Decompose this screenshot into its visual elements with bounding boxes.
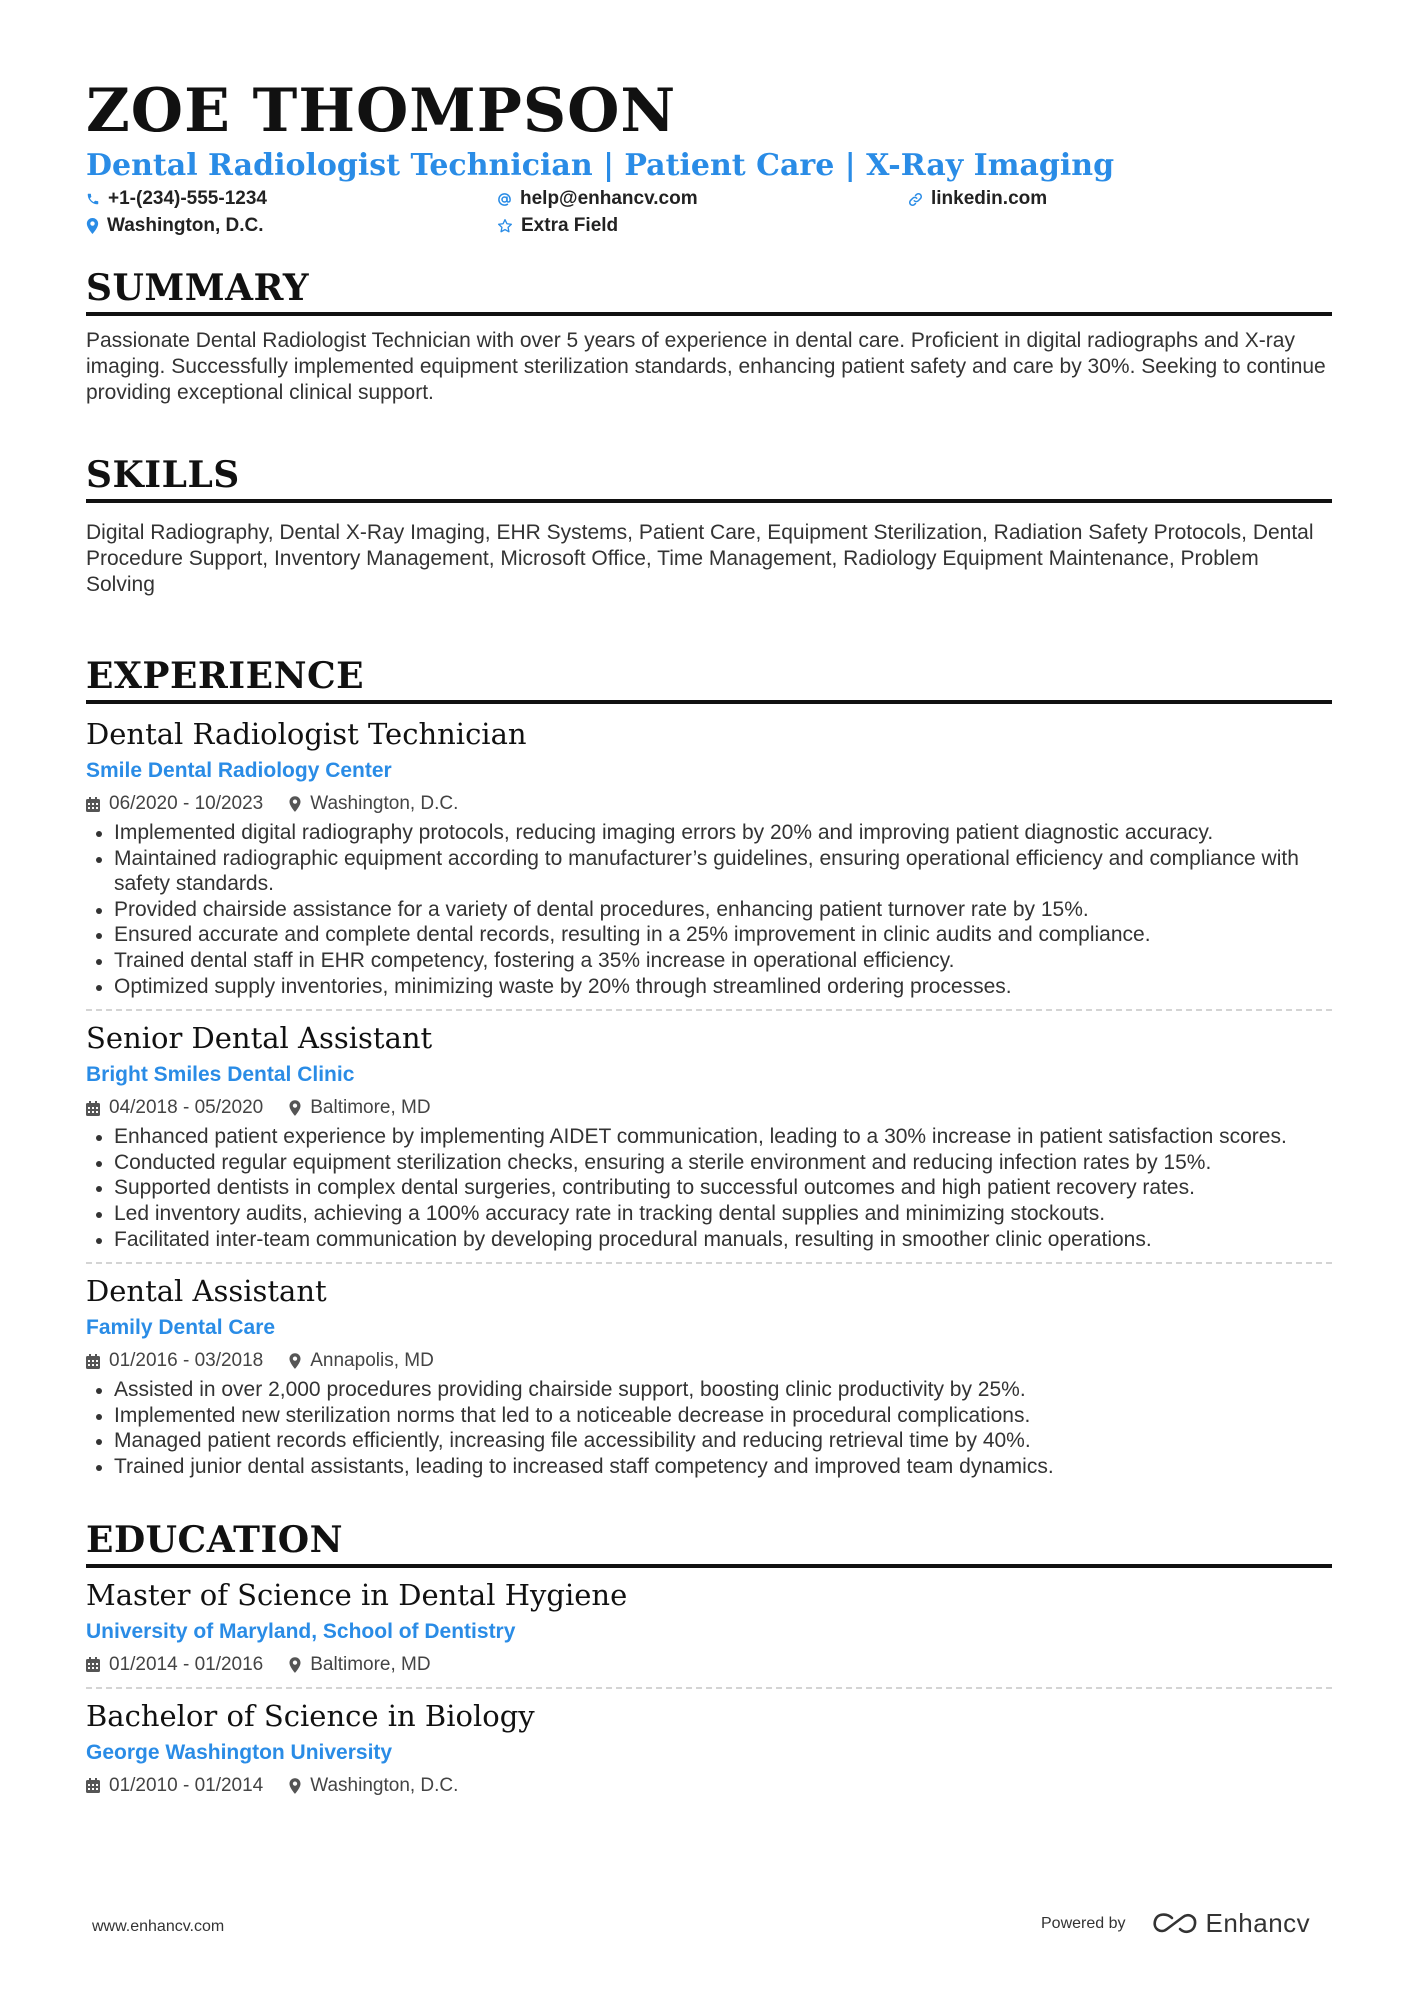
location-pin-icon xyxy=(289,796,301,812)
education-meta xyxy=(86,1653,1332,1677)
company-name[interactable]: Family Dental Care xyxy=(86,1316,276,1340)
section-title-summary: SUMMARY xyxy=(86,268,1332,316)
dates-text: 01/2010 - 01/2014 xyxy=(109,1774,264,1796)
summary-section xyxy=(86,268,1332,406)
dates-text: 01/2014 - 01/2016 xyxy=(109,1653,264,1675)
job-title: Dental Radiologist Technician xyxy=(86,717,527,751)
contact-info xyxy=(86,188,1332,244)
job-bullets xyxy=(86,1124,1332,1252)
education-meta xyxy=(86,1774,1332,1798)
resume-page xyxy=(86,76,1332,1798)
contact-location xyxy=(86,215,264,237)
education-location xyxy=(289,1653,430,1677)
contact-email xyxy=(497,188,698,210)
entry-divider xyxy=(86,1009,1332,1011)
job-dates xyxy=(86,1349,263,1373)
company-name[interactable]: Smile Dental Radiology Center xyxy=(86,759,392,782)
bullet-item: Maintained radiographic equipment according to manufacturer’s guidelines, ensuring operational efficiency and compliance with safety standards. xyxy=(86,846,1332,897)
section-title-experience: EXPERIENCE xyxy=(86,656,1332,704)
bullet-item: Implemented new sterilization norms that led to a noticeable decrease in procedural complications. xyxy=(86,1403,1332,1429)
bullet-item: Optimized supply inventories, minimizing waste by 20% through streamlined ordering processes. xyxy=(86,974,1332,1000)
calendar-icon xyxy=(86,1101,100,1116)
section-title-education: EDUCATION xyxy=(86,1520,1332,1568)
education-section xyxy=(86,1520,1332,1798)
contact-extra xyxy=(497,215,618,237)
calendar-icon xyxy=(86,797,100,812)
job-meta xyxy=(86,1349,1332,1373)
education-location xyxy=(289,1774,458,1798)
brand-name: Enhancv xyxy=(1205,1908,1311,1938)
dates-text: 04/2018 - 05/2020 xyxy=(109,1097,264,1119)
headline: Dental Radiologist Technician | Patient Care | X-Ray Imaging xyxy=(86,148,1115,183)
job-location xyxy=(289,1096,430,1120)
bullet-item: Provided chairside assistance for a variety of dental procedures, enhancing patient turnover rate by 15%. xyxy=(86,897,1332,923)
enhancv-logo[interactable] xyxy=(1152,1908,1311,1939)
job-location xyxy=(289,792,458,816)
location-text: Washington, D.C. xyxy=(310,1774,459,1796)
job-meta xyxy=(86,1096,1332,1120)
footer-powered xyxy=(1041,1908,1310,1939)
email-text[interactable]: help@enhancv.com xyxy=(520,188,698,209)
contact-linkedin xyxy=(908,188,1047,210)
link-icon xyxy=(908,192,923,207)
skills-text: Digital Radiography, Dental X-Ray Imaging, EHR Systems, Patient Care, Equipment Sterilization, Radiation Safety Protocols, Dental Procedure Support, Inventory Management, Microsoft Office, Time Management, Radiology Equipment Maintenance, Problem Solving xyxy=(86,521,1314,596)
bullet-item: Led inventory audits, achieving a 100% accuracy rate in tracking dental supplies and minimizing stockouts. xyxy=(86,1201,1332,1227)
calendar-icon xyxy=(86,1778,100,1793)
powered-by-text: Powered by xyxy=(1041,1914,1126,1932)
dates-text: 01/2016 - 03/2018 xyxy=(109,1350,264,1372)
education-dates xyxy=(86,1774,263,1798)
job-dates xyxy=(86,792,263,816)
bullet-item: Assisted in over 2,000 procedures providing chairside support, boosting clinic productivity by 25%. xyxy=(86,1377,1332,1403)
section-title-skills: SKILLS xyxy=(86,455,1332,503)
extra-text: Extra Field xyxy=(521,215,619,236)
bullet-item: Ensured accurate and complete dental records, resulting in a 25% improvement in clinic audits and compliance. xyxy=(86,922,1332,948)
location-text: Washington, D.C. xyxy=(310,793,459,814)
job-entry xyxy=(86,1274,1332,1479)
bullet-item: Enhanced patient experience by implementing AIDET communication, leading to a 30% increase in patient satisfaction scores. xyxy=(86,1124,1332,1150)
job-bullets xyxy=(86,1377,1332,1479)
company-name[interactable]: Bright Smiles Dental Clinic xyxy=(86,1063,355,1087)
entry-divider xyxy=(86,1687,1332,1689)
education-dates xyxy=(86,1653,263,1677)
dates-text: 06/2020 - 10/2023 xyxy=(109,793,264,814)
job-dates xyxy=(86,1096,263,1120)
location-pin-icon xyxy=(289,1778,301,1794)
entry-divider xyxy=(86,1262,1332,1264)
location-text: Baltimore, MD xyxy=(310,1097,431,1119)
job-bullets xyxy=(86,820,1332,999)
star-icon xyxy=(497,218,513,234)
location-pin-icon xyxy=(86,218,99,234)
skills-section xyxy=(86,455,1332,598)
job-entry xyxy=(86,1021,1332,1252)
bullet-item: Trained junior dental assistants, leading to increased staff competency and improved team dynamics. xyxy=(86,1454,1332,1480)
job-meta xyxy=(86,792,1332,816)
contact-phone xyxy=(86,188,267,210)
summary-text: Passionate Dental Radiologist Technician with over 5 years of experience in dental care. Proficient in digital radiographs and X-ray imaging. Successfully implemented equipment sterilization standards, enhancing patient safety and care by 30%. Seeking to continue providing exceptional clinical support. xyxy=(86,329,1326,404)
bullet-item: Implemented digital radiography protocols, reducing imaging errors by 20% and improving patient diagnostic accuracy. xyxy=(86,820,1332,846)
enhancv-logo-icon xyxy=(1152,1912,1198,1936)
degree-title: Bachelor of Science in Biology xyxy=(86,1698,535,1733)
experience-section xyxy=(86,656,1332,1480)
candidate-name: ZOE THOMPSON xyxy=(86,76,677,146)
calendar-icon xyxy=(86,1657,100,1672)
bullet-item: Trained dental staff in EHR competency, fostering a 35% increase in operational efficiency. xyxy=(86,948,1332,974)
job-title: Dental Assistant xyxy=(86,1274,327,1309)
location-text: Annapolis, MD xyxy=(310,1350,434,1372)
bullet-item: Supported dentists in complex dental surgeries, contributing to successful outcomes and high patient recovery rates. xyxy=(86,1175,1332,1201)
education-entry xyxy=(86,1699,1332,1798)
school-name[interactable]: George Washington University xyxy=(86,1740,393,1764)
phone-text[interactable]: +1-(234)-555-1234 xyxy=(108,188,267,209)
education-entry xyxy=(86,1578,1332,1677)
job-title: Senior Dental Assistant xyxy=(86,1021,433,1056)
calendar-icon xyxy=(86,1354,100,1369)
location-pin-icon xyxy=(289,1353,301,1369)
location-pin-icon xyxy=(289,1657,301,1673)
phone-icon xyxy=(86,192,100,206)
school-name[interactable]: University of Maryland, School of Dentistry xyxy=(86,1619,516,1643)
at-icon xyxy=(497,192,512,207)
location-text: Washington, D.C. xyxy=(107,215,264,236)
bullet-item: Conducted regular equipment sterilization checks, ensuring a sterile environment and reducing infection rates by 15%. xyxy=(86,1150,1332,1176)
job-entry xyxy=(86,717,1332,999)
job-location xyxy=(289,1349,434,1373)
bullet-item: Managed patient records efficiently, increasing file accessibility and reducing retrieval time by 40%. xyxy=(86,1428,1332,1454)
location-pin-icon xyxy=(289,1100,301,1116)
linkedin-text[interactable]: linkedin.com xyxy=(931,188,1048,209)
location-text: Baltimore, MD xyxy=(310,1653,431,1675)
degree-title: Master of Science in Dental Hygiene xyxy=(86,1577,628,1612)
footer-website[interactable]: www.enhancv.com xyxy=(92,1918,225,1935)
bullet-item: Facilitated inter-team communication by developing procedural manuals, resulting in smoother clinic operations. xyxy=(86,1227,1332,1253)
